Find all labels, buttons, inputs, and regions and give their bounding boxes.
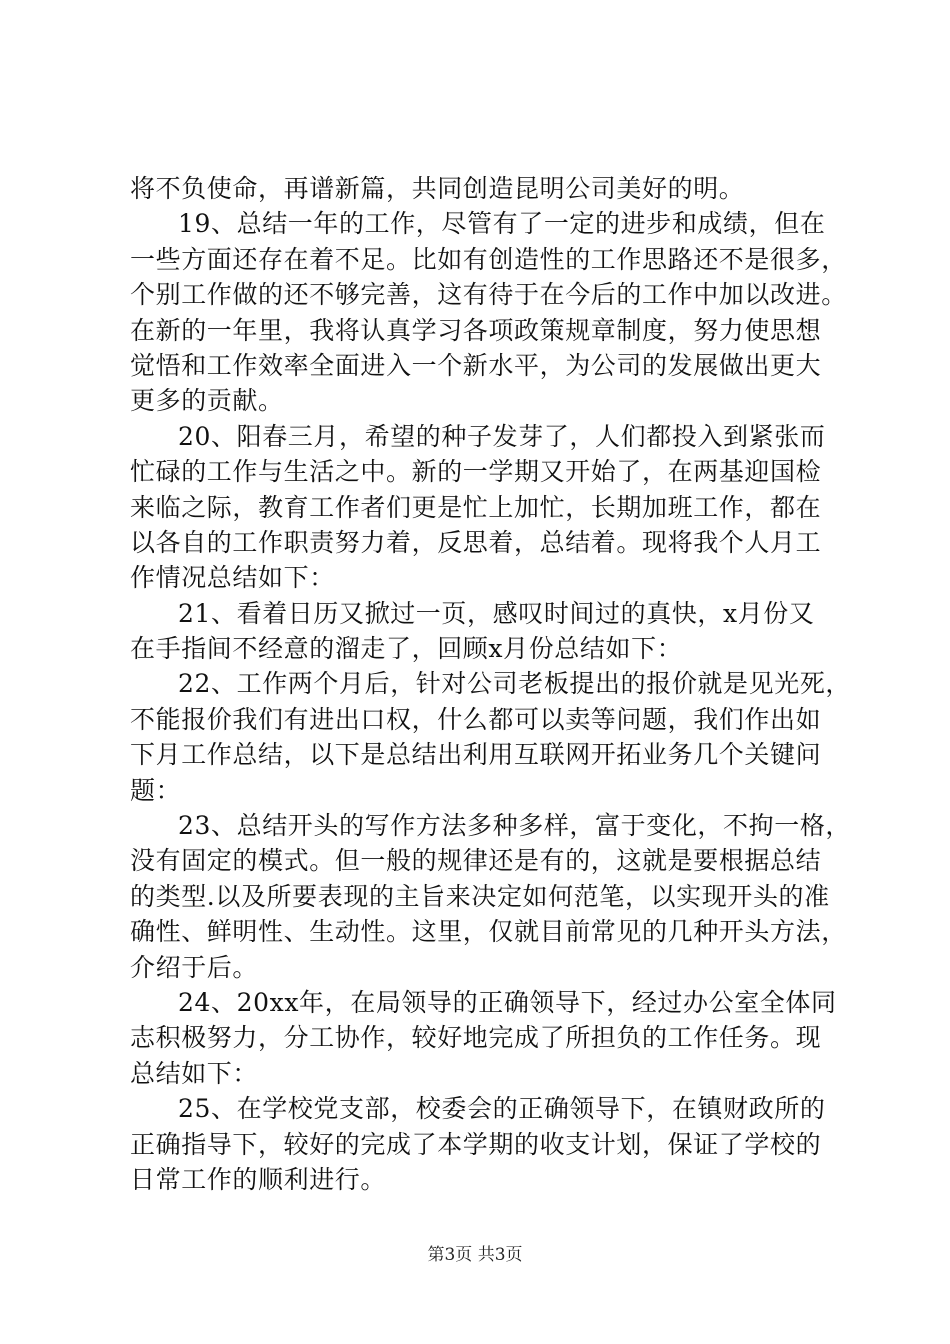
text-line: 总结如下： <box>130 1058 259 1088</box>
text-line: 24、20xx年，在局领导的正确领导下，经过办公室全体同 <box>178 987 837 1017</box>
text-line: 的类型.以及所要表现的主旨来决定如何范笔，以实现开头的准 <box>130 881 830 911</box>
text-line: 将不负使命，再谱新篇，共同创造昆明公司美好的明。 <box>130 174 745 203</box>
text-line: 21、看着日历又掀过一页，感叹时间过的真快，x月份又 <box>178 598 815 628</box>
page-footer: 第3页 共3页 <box>427 1245 523 1265</box>
text-line: 确性、鲜明性、生动性。这里，仅就目前常见的几种开头方法， <box>130 917 847 947</box>
text-line: 更多的贡献。 <box>130 386 284 416</box>
text-line: 23、总结开头的写作方法多种多样，富于变化，不拘一格， <box>178 811 852 841</box>
text-line: 题： <box>130 775 182 805</box>
text-line: 不能报价我们有进出口权，什么都可以卖等问题，我们作出如 <box>130 704 822 734</box>
text-line: 在手指间不经意的溜走了，回顾x月份总结如下： <box>130 634 683 664</box>
text-line: 作情况总结如下： <box>130 563 335 593</box>
text-line: 正确指导下，较好的完成了本学期的收支计划，保证了学校的 <box>130 1129 822 1159</box>
text-line: 日常工作的顺利进行。 <box>130 1164 387 1194</box>
text-line: 25、在学校党支部，校委会的正确领导下，在镇财政所的 <box>178 1094 826 1124</box>
text-line: 个别工作做的还不够完善，这有待于在今后的工作中加以改进。 <box>130 280 847 310</box>
text-line: 没有固定的模式。但一般的规律还是有的，这就是要根据总结 <box>130 846 822 876</box>
text-line: 志积极努力，分工协作，较好地完成了所担负的工作任务。现 <box>130 1023 822 1053</box>
text-line: 以各自的工作职责努力着，反思着，总结着。现将我个人月工 <box>130 527 822 557</box>
text-line: 下月工作总结，以下是总结出利用互联网开拓业务几个关键问 <box>130 740 822 770</box>
text-line: 19、总结一年的工作，尽管有了一定的进步和成绩，但在 <box>178 209 826 239</box>
document-body <box>130 171 852 1197</box>
text-line: 一些方面还存在着不足。比如有创造性的工作思路还不是很多， <box>130 244 847 274</box>
text-line: 介绍于后。 <box>130 952 259 982</box>
text-line: 在新的一年里，我将认真学习各项政策规章制度，努力使思想 <box>130 315 822 345</box>
text-line: 觉悟和工作效率全面进入一个新水平，为公司的发展做出更大 <box>130 350 822 380</box>
text-line: 22、工作两个月后，针对公司老板提出的报价就是见光死， <box>178 669 852 699</box>
text-line: 忙碌的工作与生活之中。新的一学期又开始了，在两基迎国检 <box>130 457 822 487</box>
text-line: 20、阳春三月，希望的种子发芽了，人们都投入到紧张而 <box>178 421 826 451</box>
text-line: 来临之际，教育工作者们更是忙上加忙，长期加班工作，都在 <box>130 492 822 522</box>
